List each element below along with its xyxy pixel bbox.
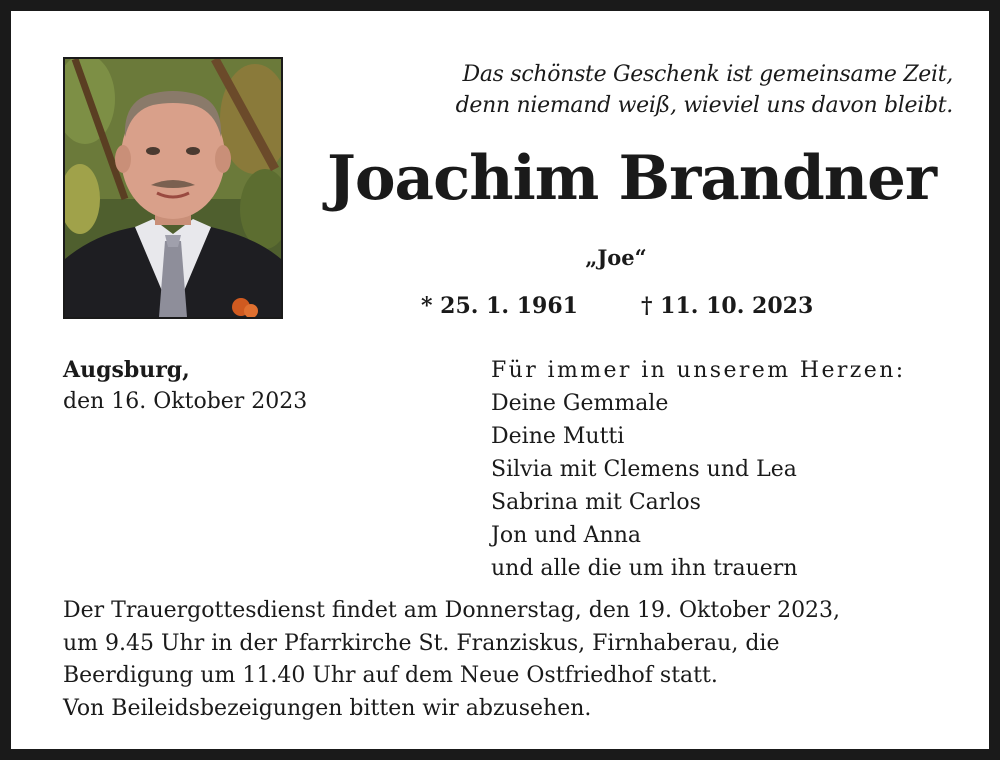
memorial-quote — [391, 59, 953, 121]
mourner-entry: Deine Mutti — [491, 424, 625, 449]
death-date: † 11. 10. 2023 — [641, 293, 814, 319]
mourner-entry: Silvia mit Clemens und Lea — [491, 457, 797, 482]
birth-date: * 25. 1. 1961 — [421, 293, 578, 319]
funeral-service-info — [63, 595, 963, 725]
service-line: um 9.45 Uhr in der Pfarrkirche St. Franziskus, Firnhaberau, die — [63, 630, 780, 656]
service-line: Von Beileidsbezeigungen bitten wir abzusehen. — [63, 695, 592, 721]
place-and-date — [63, 354, 307, 418]
service-line: Der Trauergottesdienst findet am Donnerstag, den 19. Oktober 2023, — [63, 598, 841, 623]
deceased-name: Joachim Brandner — [327, 143, 937, 214]
mourners-list — [491, 354, 906, 585]
mourner-entry: und alle die um ihn trauern — [491, 556, 798, 581]
service-line: Beerdigung um 11.40 Uhr auf dem Neue Ostfriedhof statt. — [63, 663, 718, 688]
quote-line: Das schönste Geschenk ist gemeinsame Zeit, — [462, 62, 953, 87]
notice-date: den 16. Oktober 2023 — [63, 389, 308, 414]
portrait-photo — [63, 57, 283, 319]
mourners-heading: Für immer in unserem Herzen: — [491, 358, 906, 383]
deceased-nickname: „Joe“ — [585, 245, 647, 270]
mourner-entry: Deine Gemmale — [491, 391, 669, 416]
quote-line: denn niemand weiß, wieviel uns davon bleibt. — [455, 93, 953, 118]
mourner-entry: Sabrina mit Carlos — [491, 490, 701, 515]
mourner-entry: Jon und Anna — [491, 523, 641, 548]
place-city: Augsburg, — [63, 357, 190, 383]
